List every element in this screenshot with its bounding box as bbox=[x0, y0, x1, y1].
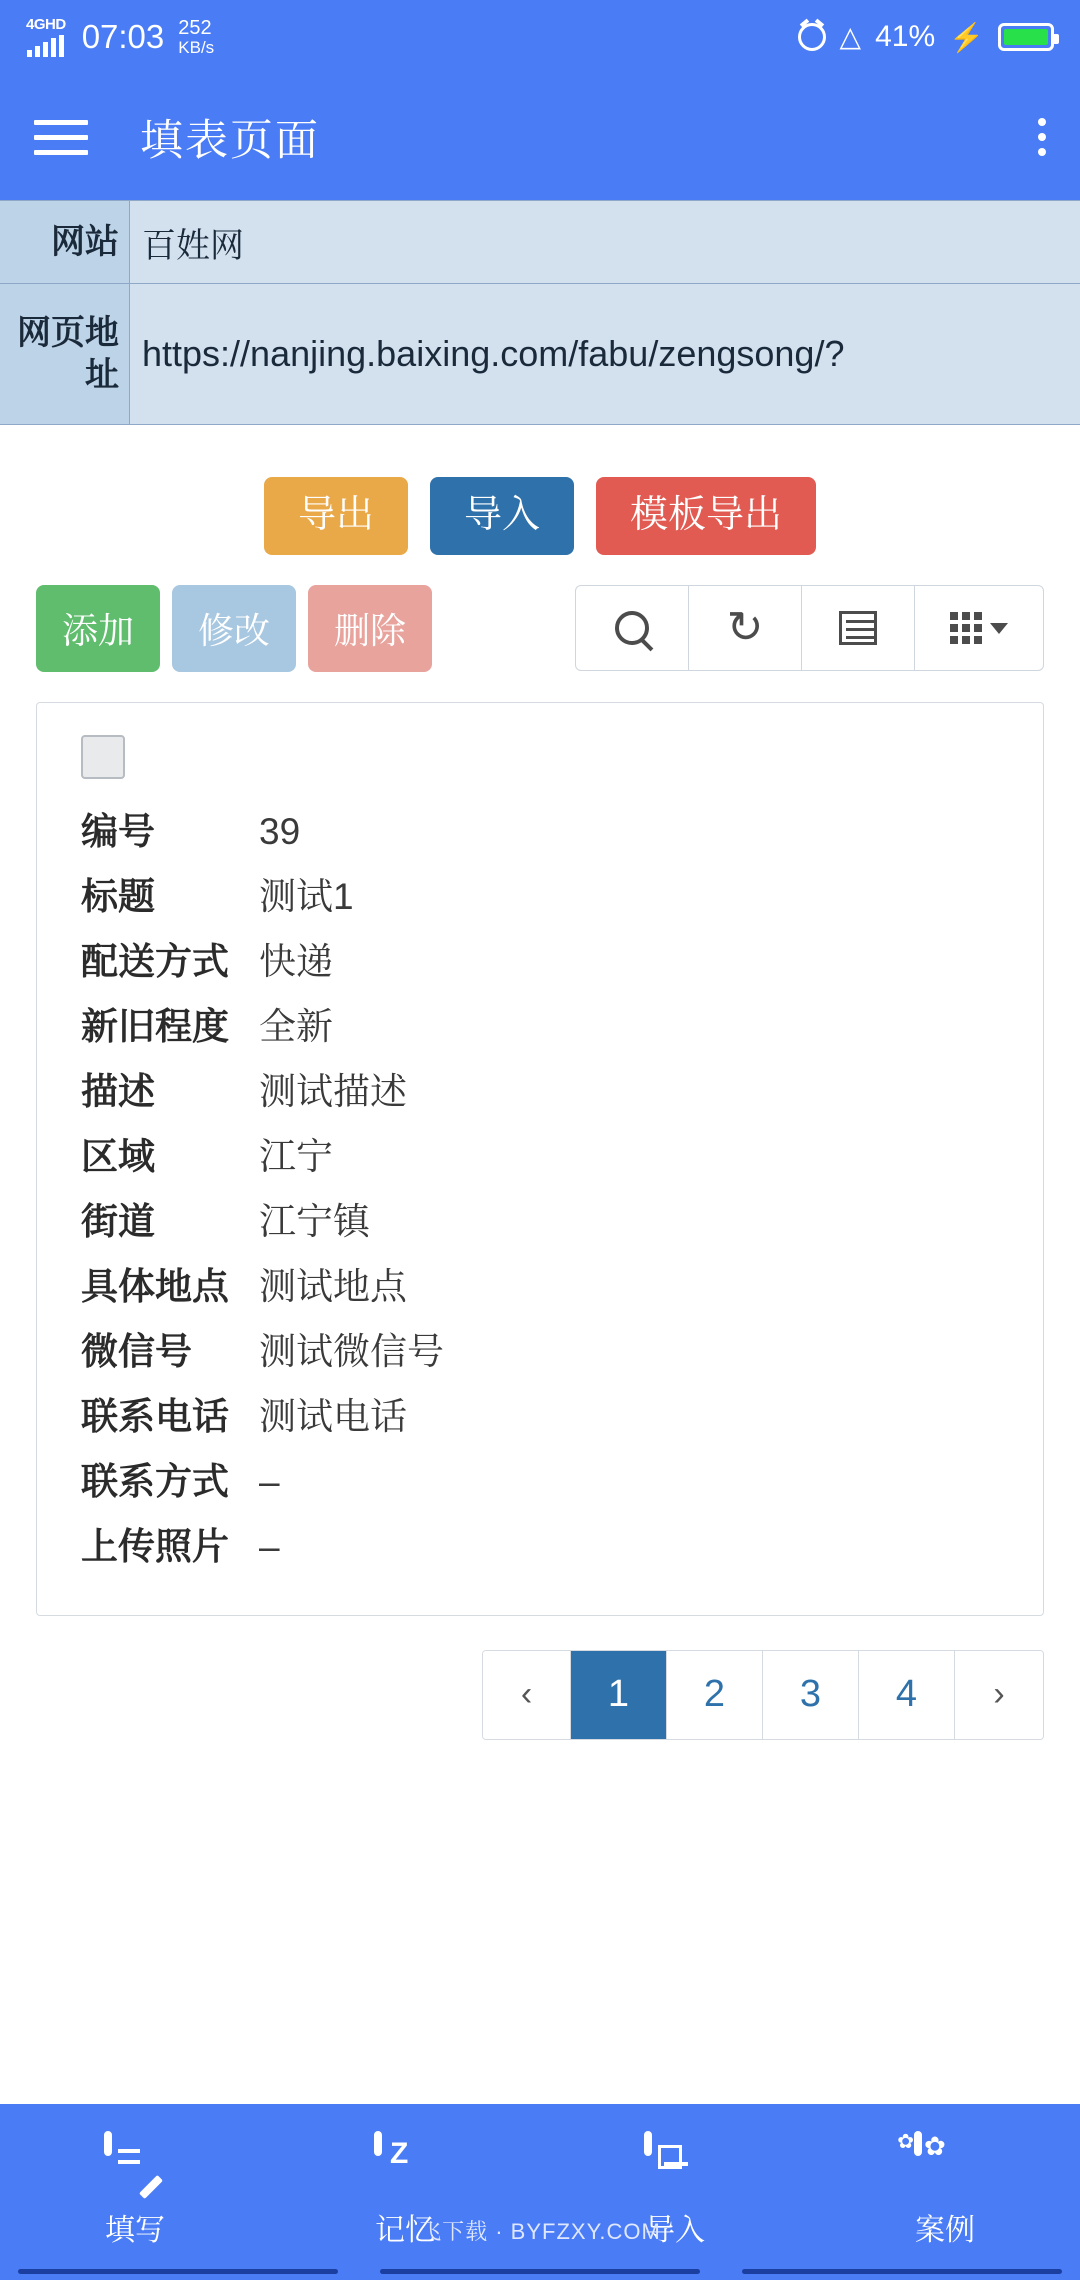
pagination-page-4[interactable]: 4 bbox=[859, 1651, 955, 1739]
status-bar-left bbox=[26, 17, 214, 57]
secondary-action-row bbox=[0, 585, 1080, 672]
list-view-button[interactable] bbox=[802, 586, 915, 670]
record-field-key: 标题 bbox=[81, 875, 155, 917]
pagination-prev[interactable]: ‹ bbox=[483, 1651, 571, 1739]
network-speed-value: 252 bbox=[178, 16, 212, 39]
gesture-navigation-bar bbox=[0, 2269, 1080, 2274]
record-field-key: 街道 bbox=[81, 1200, 155, 1242]
record-field-value: – bbox=[259, 1460, 280, 1502]
kebab-menu-icon[interactable] bbox=[1038, 118, 1046, 156]
case-gear-icon bbox=[914, 2135, 976, 2193]
edit-button[interactable]: 修改 bbox=[172, 585, 296, 672]
hamburger-icon[interactable] bbox=[34, 120, 88, 155]
form-row-site[interactable] bbox=[0, 201, 1080, 284]
battery-percent-label: 41% bbox=[875, 20, 936, 53]
watermark: 飞下载 · BYFZXY.COM bbox=[419, 2219, 661, 2244]
record-field-key: 具体地点 bbox=[81, 1265, 229, 1307]
record-field-key: 配送方式 bbox=[81, 940, 229, 982]
page-title: 填表页面 bbox=[140, 116, 320, 165]
record-field bbox=[63, 996, 1017, 1050]
nav-label-fill: 填写 bbox=[105, 2214, 165, 2247]
pagination-page-2[interactable]: 2 bbox=[667, 1651, 763, 1739]
app-bar bbox=[0, 74, 1080, 200]
record-field bbox=[63, 1451, 1017, 1505]
nav-label-memory: 记忆 bbox=[375, 2214, 435, 2247]
battery-icon bbox=[998, 23, 1054, 51]
charging-bolt-icon: ⚡ bbox=[949, 21, 984, 53]
form-table bbox=[0, 200, 1080, 425]
memory-icon bbox=[374, 2135, 436, 2193]
record-field bbox=[63, 1126, 1017, 1180]
record-field bbox=[63, 931, 1017, 985]
record-field-key: 联系电话 bbox=[81, 1395, 229, 1437]
network-speed-unit: KB/s bbox=[178, 37, 215, 57]
record-field-value: 江宁 bbox=[259, 1135, 333, 1177]
status-bar bbox=[0, 0, 1080, 74]
record-field bbox=[63, 1191, 1017, 1245]
record-field-value: 测试地点 bbox=[259, 1265, 407, 1307]
delete-button[interactable]: 删除 bbox=[308, 585, 432, 672]
record-field-value: 江宁镇 bbox=[259, 1200, 370, 1242]
record-field-key: 新旧程度 bbox=[81, 1005, 229, 1047]
grid-view-icon bbox=[950, 612, 982, 644]
record-select-checkbox[interactable] bbox=[81, 735, 125, 779]
form-value-url[interactable]: https://nanjing.baixing.com/fabu/zengsong/? bbox=[130, 284, 1080, 424]
refresh-button[interactable] bbox=[689, 586, 802, 670]
record-field-key: 区域 bbox=[81, 1135, 155, 1177]
template-export-button[interactable]: 模板导出 bbox=[596, 477, 816, 555]
toolbar-group bbox=[575, 585, 1044, 671]
grid-view-button[interactable] bbox=[915, 586, 1043, 670]
record-field-value: 测试描述 bbox=[259, 1070, 407, 1112]
status-bar-right bbox=[798, 20, 1054, 54]
network-speed bbox=[178, 18, 214, 57]
record-field bbox=[63, 801, 1017, 855]
record-field-key: 上传照片 bbox=[81, 1525, 229, 1567]
search-button[interactable] bbox=[576, 586, 689, 670]
record-field-key: 编号 bbox=[81, 810, 155, 852]
network-indicator bbox=[26, 17, 66, 57]
record-field-key: 描述 bbox=[81, 1070, 155, 1112]
alarm-icon bbox=[798, 23, 826, 51]
form-label-url: 网页地址 bbox=[0, 284, 130, 424]
primary-action-row bbox=[0, 477, 1080, 555]
record-field-key: 微信号 bbox=[81, 1330, 192, 1372]
search-icon bbox=[615, 611, 649, 645]
record-field bbox=[63, 866, 1017, 920]
record-field-value: 全新 bbox=[259, 1005, 333, 1047]
status-clock: 07:03 bbox=[81, 18, 165, 55]
signal-bars-icon bbox=[27, 35, 64, 57]
record-field bbox=[63, 1256, 1017, 1310]
record-field bbox=[63, 1516, 1017, 1570]
wifi-icon: △ bbox=[839, 21, 862, 52]
nav-label-case: 案例 bbox=[915, 2214, 975, 2247]
bottom-navigation bbox=[0, 2104, 1080, 2280]
form-label-site: 网站 bbox=[0, 201, 130, 283]
record-field-value: 测试1 bbox=[259, 875, 354, 917]
pagination bbox=[36, 1650, 1044, 1740]
import-screen-icon bbox=[644, 2135, 706, 2193]
form-edit-icon bbox=[104, 2135, 166, 2193]
form-value-site[interactable]: 百姓网 bbox=[130, 201, 1080, 283]
refresh-icon: ↻ bbox=[726, 603, 764, 653]
pagination-page-3[interactable]: 3 bbox=[763, 1651, 859, 1739]
record-field-value: 39 bbox=[259, 810, 301, 852]
export-button[interactable]: 导出 bbox=[264, 477, 408, 555]
record-field bbox=[63, 1321, 1017, 1375]
record-field-key: 联系方式 bbox=[81, 1460, 229, 1502]
add-button[interactable]: 添加 bbox=[36, 585, 160, 672]
nav-label-import: 导入 bbox=[645, 2214, 705, 2247]
network-type-label: 4GHD bbox=[26, 16, 66, 33]
chevron-down-icon bbox=[990, 623, 1008, 634]
record-field bbox=[63, 1386, 1017, 1440]
form-row-url[interactable] bbox=[0, 284, 1080, 425]
record-field-value: – bbox=[259, 1525, 280, 1567]
record-card bbox=[36, 702, 1044, 1616]
record-field-value: 快递 bbox=[259, 940, 333, 982]
pagination-page-1[interactable]: 1 bbox=[571, 1651, 667, 1739]
record-field bbox=[63, 1061, 1017, 1115]
record-field-value: 测试电话 bbox=[259, 1395, 407, 1437]
list-view-icon bbox=[839, 611, 877, 645]
pagination-next[interactable]: › bbox=[955, 1651, 1043, 1739]
record-field-value: 测试微信号 bbox=[259, 1330, 444, 1372]
import-button[interactable]: 导入 bbox=[430, 477, 574, 555]
